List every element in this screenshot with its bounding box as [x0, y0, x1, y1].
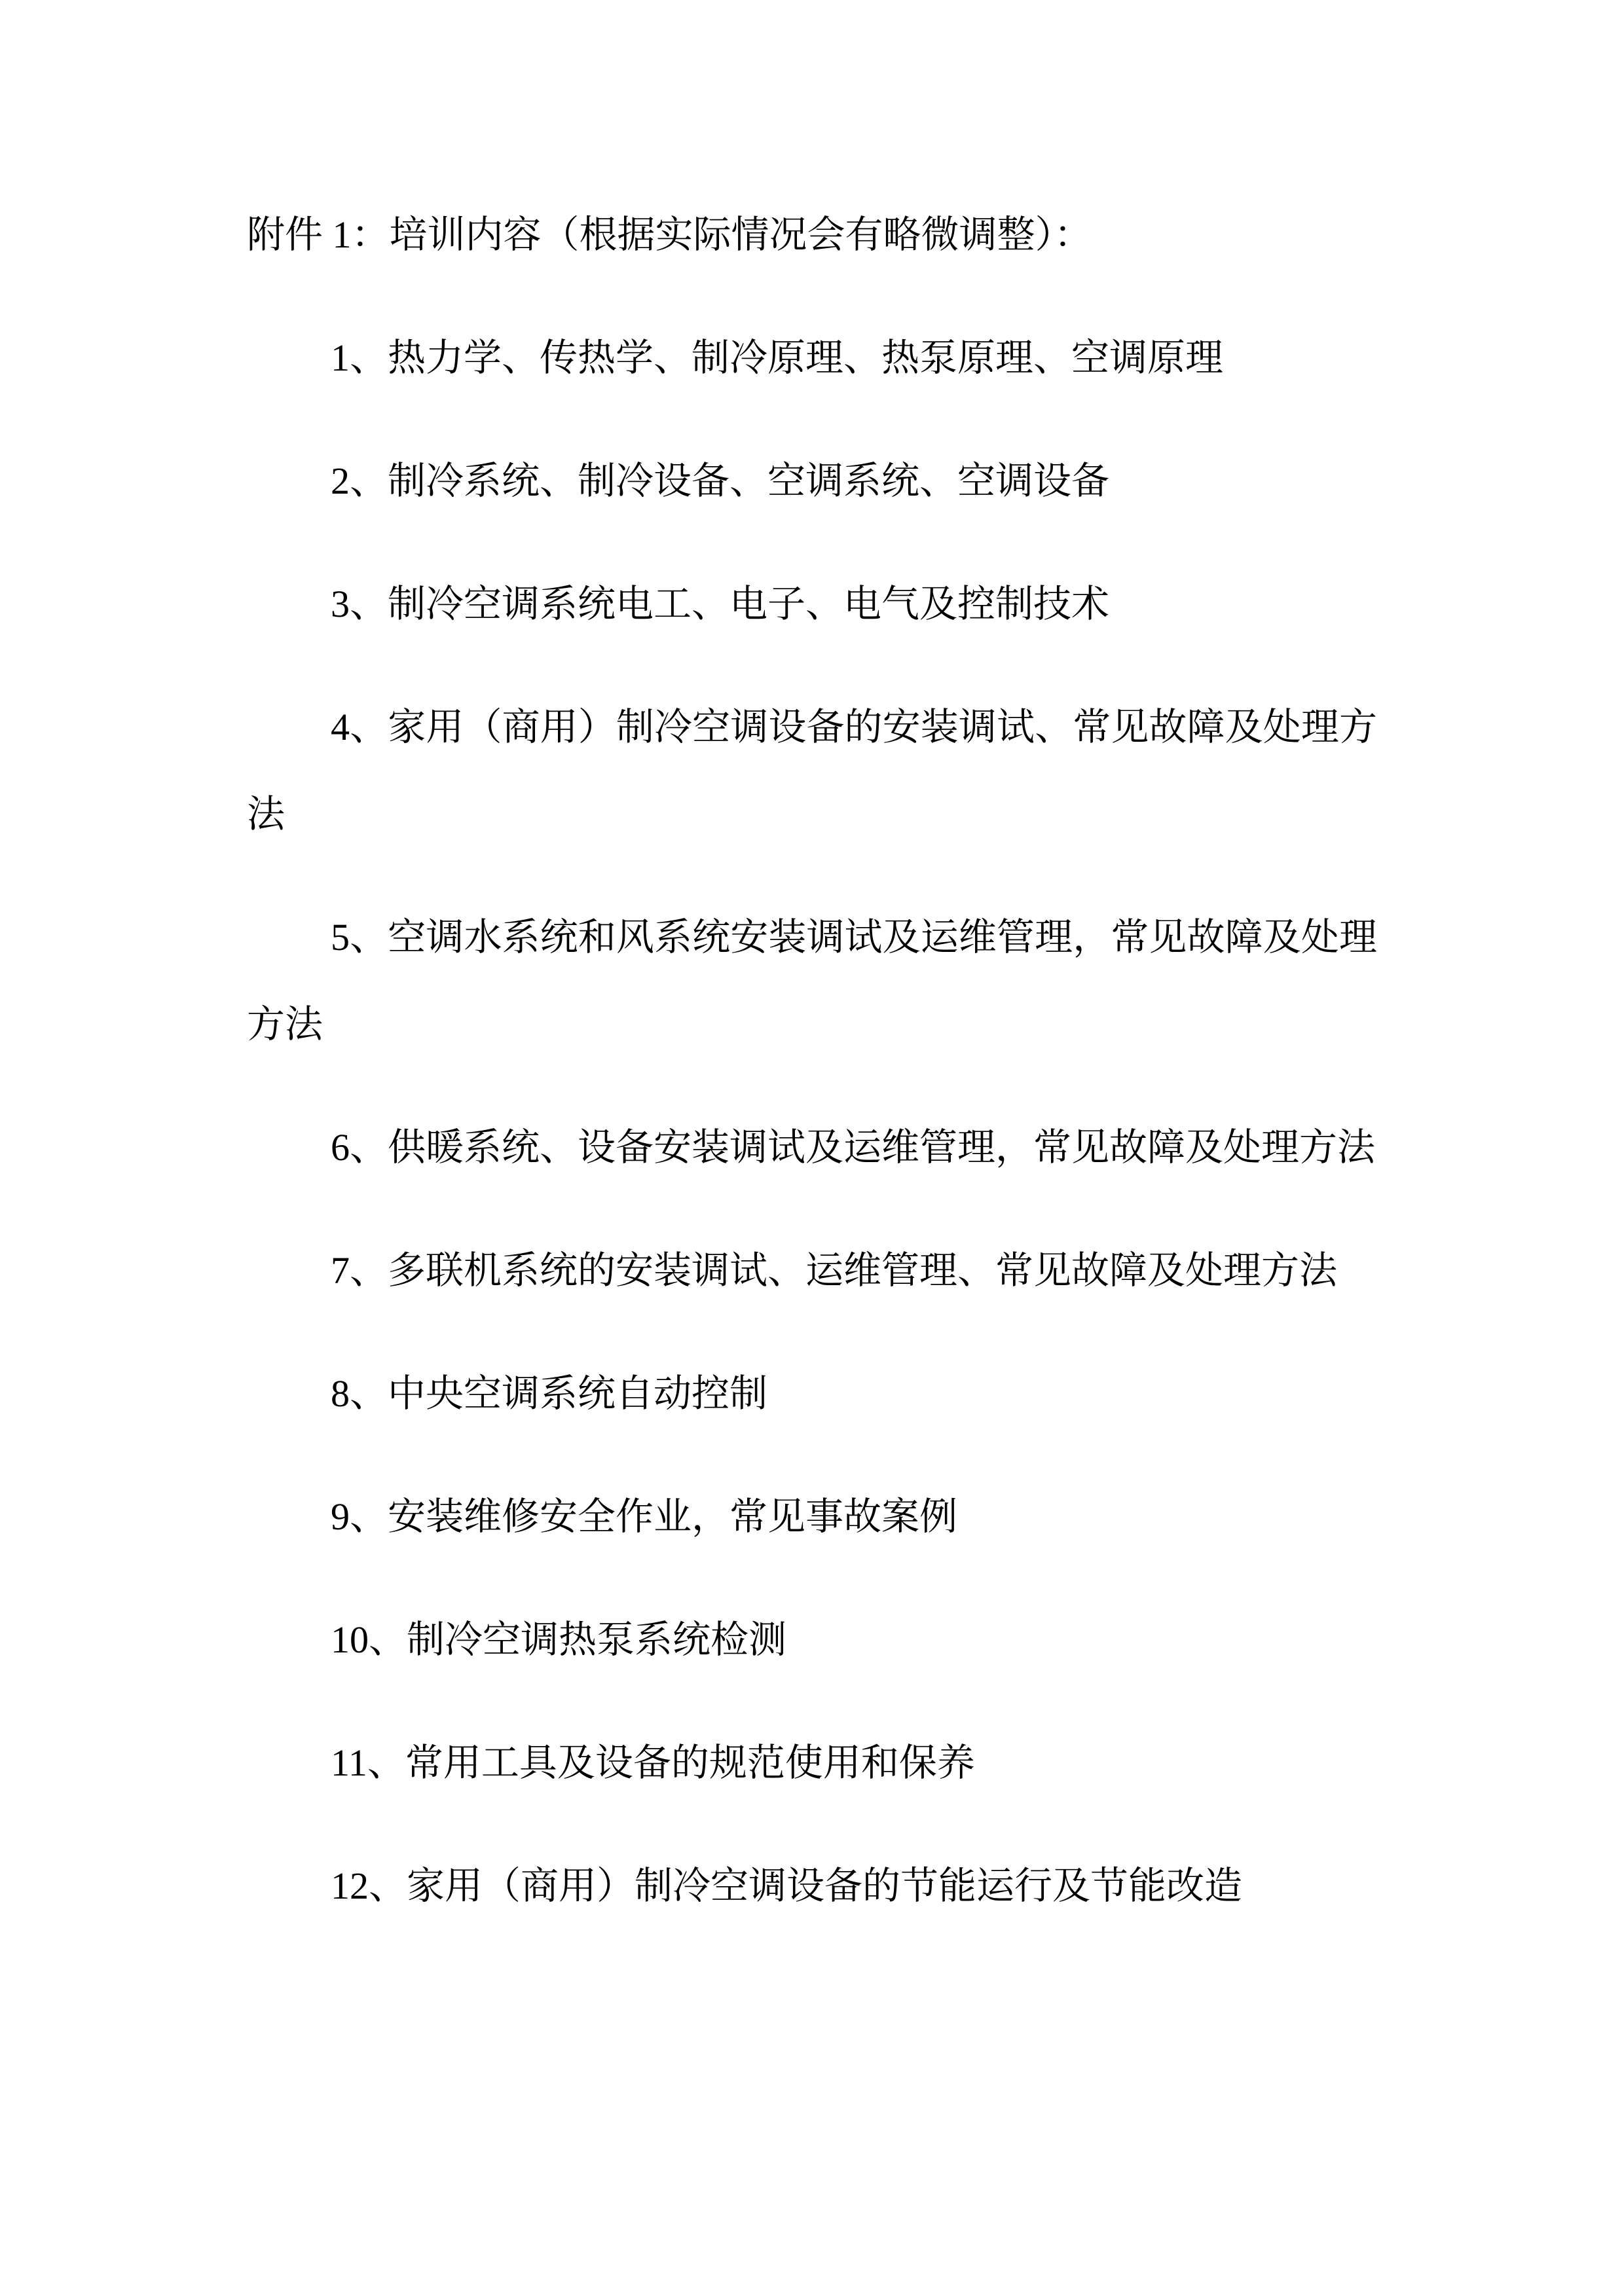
list-item-5: 5、空调水系统和风系统安装调试及运维管理，常见故障及处理方法: [247, 916, 1377, 1046]
list-item-2: 2、制冷系统、制冷设备、空调系统、空调设备: [331, 460, 1110, 502]
list-item-10: 10、制冷空调热泵系统检测: [331, 1618, 787, 1661]
list-item-12: 12、家用（商用）制冷空调设备的节能运行及节能改造: [331, 1865, 1243, 1907]
list-item-4: 4、家用（商用）制冷空调设备的安装调试、常见故障及处理方法: [247, 706, 1377, 835]
list-item-7: 7、多联机系统的安装调试、运维管理、常见故障及处理方法: [331, 1249, 1338, 1292]
list-item-11: 11、常用工具及设备的规范使用和保养: [331, 1741, 975, 1784]
list-item-8: 8、中央空调系统自动控制: [331, 1372, 768, 1415]
list-item-3: 3、制冷空调系统电工、电子、电气及控制技术: [331, 583, 1110, 625]
list-item-1: 1、热力学、传热学、制冷原理、热泵原理、空调原理: [331, 337, 1224, 379]
list-item-9: 9、安装维修安全作业，常见事故案例: [331, 1495, 958, 1538]
list-item-6: 6、供暖系统、设备安装调试及运维管理，常见故障及处理方法: [331, 1126, 1376, 1169]
document-title: 附件 1：培训内容（根据实际情况会有略微调整）：: [247, 213, 1092, 256]
